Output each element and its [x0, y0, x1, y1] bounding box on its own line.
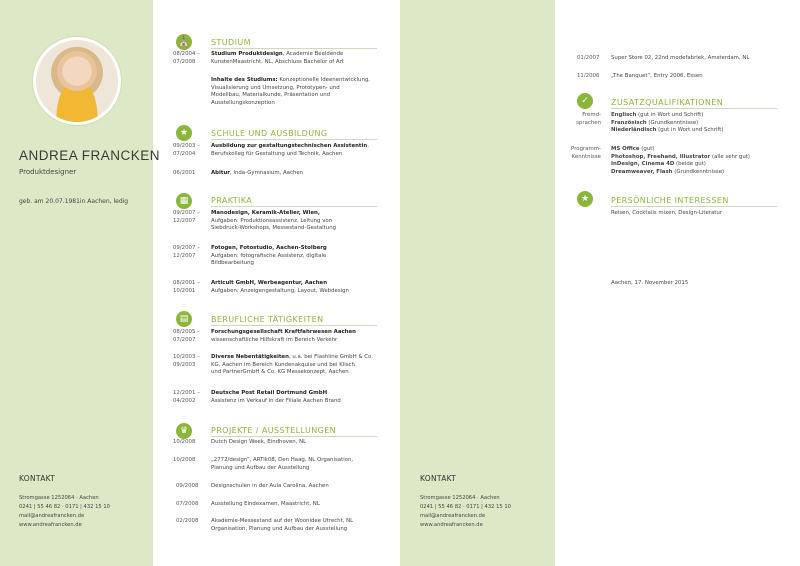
section-rule: [211, 139, 377, 140]
section-rule: [211, 325, 377, 326]
contact-phone: 0241 | 55 46 82 · 0171 | 432 15 10: [420, 504, 511, 510]
projekt-entry: Designschulen in der Aula Carolina, Aachen: [211, 483, 329, 489]
section-rule: [211, 48, 377, 49]
person-role: Produktdesigner: [19, 168, 77, 176]
praktika-date: 09/2007 – 12/2007: [173, 245, 200, 259]
section-rule: [611, 108, 777, 109]
beruf-date: 08/2005 – 07/2007: [173, 329, 200, 343]
section-title-interessen: PERSÖNLICHE INTERESSEN: [611, 196, 729, 205]
graduation-cap-icon: ★: [176, 125, 192, 141]
person-birth: geb. am 20.07.1981in Aachen, ledig: [19, 198, 129, 205]
section-title-zusatz: ZUSATZQUALIFIKATIONEN: [611, 98, 724, 107]
schule-entry: Ausbildung zur gestaltungstechnischen Assistentin, Berufskolleg für Gestaltung und Technik, Aachen: [211, 143, 369, 157]
languages-list: Englisch (gut in Wort und Schrift) Französisch (Grundkenntnisse) Niederländisch (gut in Wort und Schrift): [611, 112, 724, 133]
section-title-beruf: BERUFLICHE TÄTIGKEITEN: [211, 315, 324, 324]
contact-email[interactable]: mail@andreafrancken.de: [19, 513, 85, 519]
projekt-entry: „2772/design“, ARTik08, Den Haag, NL Organisation, Planung und Aufbau der Ausstellung: [211, 457, 354, 471]
projekt-date: 09/2008: [176, 483, 199, 489]
briefcase-icon: ▦: [176, 193, 192, 209]
contact-heading: KONTAKT: [19, 474, 56, 483]
schule-date: 09/2003 – 07/2004: [173, 143, 200, 157]
trophy-icon: ♛: [176, 423, 192, 439]
schule-date: 06/2001: [173, 170, 196, 176]
section-title-schule: SCHULE UND AUSBILDUNG: [211, 129, 328, 138]
projekt-entry: Ausstellung Eindexamen, Maastricht, NL: [211, 501, 320, 507]
praktika-entry: Articult GmbH, Werbeagentur, Aachen Aufgaben: Anzeigengestaltung, Layout, Webdesign: [211, 280, 349, 294]
studium-entry: Studium Produktdesign, Academie Beeldende KunstenMaastricht, NL, Abschluss Bachelor of Art: [211, 51, 344, 65]
signature-place-date: Aachen, 17. November 2015: [611, 280, 689, 286]
schule-entry: Abitur, Inda-Gymnasium, Aachen: [211, 170, 304, 176]
section-rule: [611, 206, 777, 207]
projekt-date: 02/2008: [176, 518, 199, 524]
projekt-date: 07/2008: [176, 501, 199, 507]
projekt-entry: Dutch Design Week, Eindhoven, NL: [211, 439, 307, 445]
section-title-praktika: PRAKTIKA: [211, 196, 253, 205]
contact-email[interactable]: mail@andreafrancken.de: [420, 513, 486, 519]
university-icon: ⛪: [176, 34, 192, 50]
interests-text: Reisen, Cocktails mixen, Design-Literatur: [611, 210, 723, 216]
chart-bars-icon: ▤: [176, 311, 192, 327]
praktika-entry: Fotogen, Fotostudio, Aachen-Stolberg Aufgaben: fotografische Assistenz, digitale Bildbearbeitung: [211, 245, 327, 266]
beruf-entry: Deutsche Post Retail Dortmund GmbH Assistenz im Verkauf in der Filiale Aachen Brand: [211, 390, 341, 404]
studium-date: 08/2004 – 07/2008: [173, 51, 200, 65]
contact-phone: 0241 | 55 46 82 · 0171 | 432 15 10: [19, 504, 110, 510]
projekt-entry: Super Store 02, 22nd modefabriek, Amsterdam, NL: [611, 55, 750, 61]
projekt-date: 11/2006: [577, 73, 600, 79]
section-title-projekte: PROJEKTE / AUSSTELLUNGEN: [211, 426, 337, 435]
praktika-entry: Manodesign, Keramik-Atelier, Wien, Aufgaben: Produktionsassistenz, Leitung von Siebdruck-Workshops, Messestand-Gestaltung: [211, 210, 337, 231]
contact-web[interactable]: www.andreafrancken.de: [19, 522, 82, 528]
languages-label: Fremd- sprachen: [576, 112, 601, 126]
projekt-entry: „The Banquet“, Entry 2006, Essen: [611, 73, 703, 79]
projekt-date: 01/2007: [577, 55, 600, 61]
studium-contents: Inhalte des Studiums: Konzeptionelle Ideenentwicklung, Visualisierung und Umsetzung, Prototypen- und Modellbau, Materialkunde, Präsentation und Ausstellungskonzeption: [211, 77, 370, 106]
beruf-date: 10/2003 – 09/2003: [173, 354, 200, 368]
contact-web[interactable]: www.andreafrancken.de: [420, 522, 483, 528]
checkmark-icon: ✓: [577, 93, 593, 109]
beruf-date: 12/2001 – 04/2002: [173, 390, 200, 404]
programs-list: MS Office (gut) Photoshop, Freehand, Illustrator (alle sehr gut) InDesign, Cinema 4D (beide gut) Dreamweaver, Flash (Grundkenntnisse): [611, 146, 750, 175]
section-rule: [211, 436, 377, 437]
praktika-date: 09/2007 – 12/2007: [173, 210, 200, 224]
projekt-entry: Akademie-Messestand auf der Woonidee Utrecht, NL Organisation, Planung und Aufbau der Ausstellung: [211, 518, 354, 532]
section-title-studium: STUDIUM: [211, 38, 251, 47]
person-name: ANDREA FRANCKEN: [19, 148, 161, 163]
contact-address: Stromgasse 1252064 · Aachen: [19, 495, 99, 501]
beruf-entry: Diverse Nebentätigkeiten, u.a. bei Flashline GmbH & Co. KG, Aachen im Bereich Kundenakquise und bei Klisch und PartnerGmbH & Co. KG Messekonzept, Aachen: [211, 354, 373, 375]
beruf-entry: Forschungsgesellschaft Kraftfahrwesen Aachen wissenschaftliche Hilfskraft im Bereich Verkehr: [211, 329, 356, 343]
praktika-date: 08/2001 – 10/2001: [173, 280, 200, 294]
star-icon: ★: [577, 191, 593, 207]
section-rule: [211, 206, 377, 207]
projekt-date: 10/2008: [173, 457, 196, 463]
contact-heading: KONTAKT: [420, 474, 457, 483]
projekt-date: 10/2008: [173, 439, 196, 445]
profile-photo: [33, 37, 121, 125]
programs-label: Programm- Kenntnisse: [571, 146, 601, 160]
contact-address: Stromgasse 1252064 · Aachen: [420, 495, 500, 501]
